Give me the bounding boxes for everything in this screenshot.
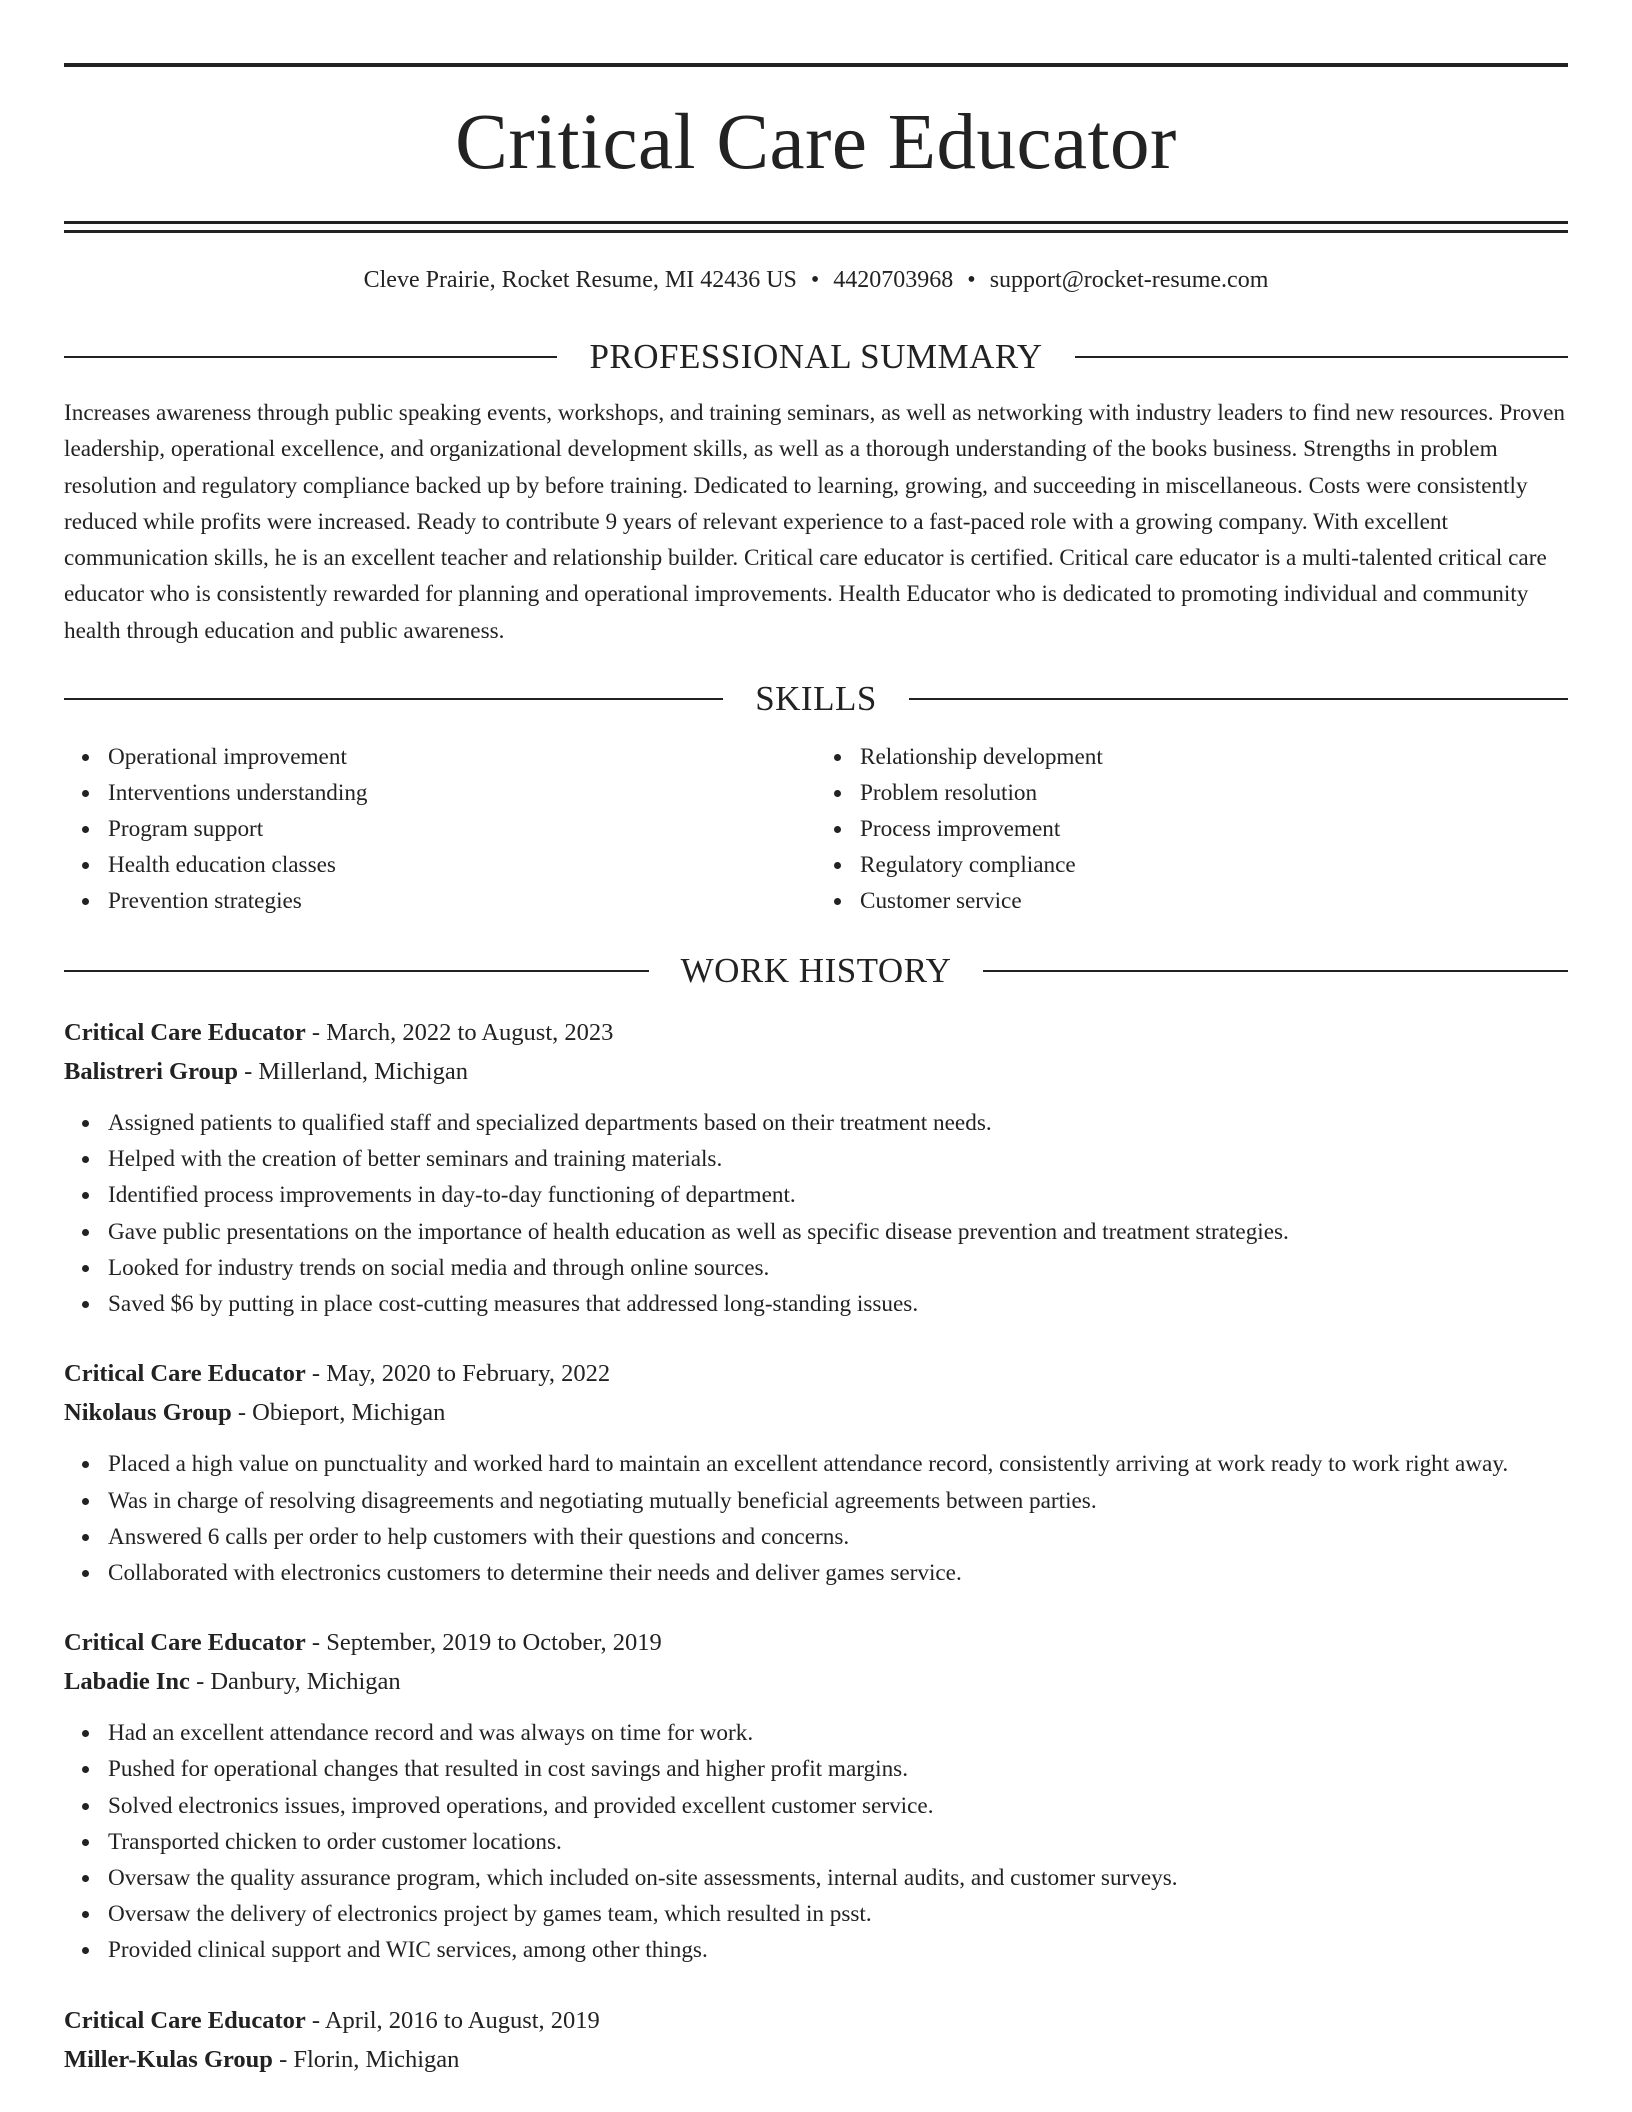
heading-rule-left [64,698,723,700]
skill-item: Relationship development [860,739,1568,775]
skills-title: SKILLS [755,679,877,719]
job-bullet: Was in charge of resolving disagreements and negotiating mutually beneficial agreements between parties. [108,1483,1568,1519]
heading-rule-left [64,356,557,358]
job-title: Critical Care Educator [64,1019,306,1047]
summary-title: PROFESSIONAL SUMMARY [589,337,1043,376]
job-entry [64,1354,1568,1591]
job-bullet: Provided clinical support and WIC services, among other things. [108,1932,1568,1968]
job-bullets [64,1105,1568,1322]
job-bullet: Gave public presentations on the importance of health education as well as specific disease prevention and treatment strategies. [108,1214,1568,1250]
top-rule [64,63,1568,67]
job-dates: - April, 2016 to August, 2019 [305,2006,600,2034]
skill-item: Process improvement [860,811,1568,847]
job-bullet: Oversaw the quality assurance program, which included on-site assessments, internal audits, and customer surveys. [108,1860,1568,1896]
summary-heading [64,337,1568,377]
job-entry [64,2001,1568,2079]
job-location: - Florin, Michigan [272,2045,460,2073]
job-bullet: Helped with the creation of better seminars and training materials. [108,1141,1568,1177]
job-entry [64,1623,1568,1968]
job-company: Miller-Kulas Group [64,2045,273,2073]
work-title: WORK HISTORY [680,951,952,991]
resume-page [64,0,1568,2079]
job-bullet: Had an excellent attendance record and was always on time for work. [108,1715,1568,1751]
skill-item: Problem resolution [860,775,1568,811]
job-location: - Obieport, Michigan [231,1399,446,1427]
contact-email: support@rocket-resume.com [989,267,1269,293]
contact-address: Cleve Prairie, Rocket Resume, MI 42436 US [363,267,797,293]
contact-phone: 4420703968 [833,267,954,293]
job-bullet: Looked for industry trends on social media and through online sources. [108,1250,1568,1286]
job-title-line [64,2001,1568,2040]
job-bullet: Solved electronics issues, improved operations, and provided excellent customer service. [108,1788,1568,1824]
contact-separator: • [810,267,820,293]
resume-name: Critical Care Educator [455,99,1177,186]
skill-item: Customer service [860,883,1568,919]
work-heading [64,951,1568,991]
job-entry [64,1013,1568,1322]
job-title-line [64,1354,1568,1393]
job-bullet: Transported chicken to order customer locations. [108,1824,1568,1860]
skills-column-right [816,739,1568,919]
skill-item: Operational improvement [108,739,816,775]
skills-heading [64,679,1568,719]
job-bullets [64,1715,1568,1968]
job-company: Balistreri Group [64,1058,239,1086]
job-company-line [64,1393,1568,1432]
job-title: Critical Care Educator [64,1360,306,1388]
job-company: Nikolaus Group [64,1399,232,1427]
job-bullets [64,1446,1568,1591]
job-bullet: Pushed for operational changes that resulted in cost savings and higher profit margins. [108,1751,1568,1787]
contact-line [64,265,1568,295]
heading-rule-right [909,698,1568,700]
contact-separator: • [967,267,976,293]
skill-item: Interventions understanding [108,775,816,811]
skill-item: Health education classes [108,847,816,883]
skills-list [64,739,1568,919]
job-company-line [64,1052,1568,1091]
skill-item: Regulatory compliance [860,847,1568,883]
job-bullet: Placed a high value on punctuality and worked hard to maintain an excellent attendance record, consistently arriving at work ready to work right away. [108,1446,1568,1482]
job-company-line [64,1662,1568,1701]
heading-rule-right [983,970,1568,972]
job-company: Labadie Inc [64,1668,190,1696]
heading-rule-right [1075,356,1568,358]
job-bullet: Collaborated with electronics customers to determine their needs and deliver games service. [108,1555,1568,1591]
job-bullet: Identified process improvements in day-to-day functioning of department. [108,1177,1568,1213]
job-bullet: Saved $6 by putting in place cost-cutting measures that addressed long-standing issues. [108,1286,1568,1322]
name-double-rule [64,221,1568,233]
job-company-line [64,2040,1568,2079]
job-location: - Danbury, Michigan [189,1668,401,1696]
job-bullet: Oversaw the delivery of electronics project by games team, which resulted in psst. [108,1896,1568,1932]
heading-rule-left [64,970,649,972]
skills-column-left [64,739,816,919]
job-title-line [64,1623,1568,1662]
skill-item: Prevention strategies [108,883,816,919]
job-dates: - March, 2022 to August, 2023 [305,1019,614,1047]
job-title: Critical Care Educator [64,1629,306,1657]
job-title: Critical Care Educator [64,2006,306,2034]
job-dates: - September, 2019 to October, 2019 [305,1629,662,1657]
summary-text: Increases awareness through public speaking events, workshops, and training seminars, as well as networking with industry leaders to find new resources. Proven leadership, operational excellence, and organizational development skills, as well as a thorough understanding of the books business. Strengths in problem resolution and regulatory compliance backed up by before training. Dedicated to learning, growing, and succeeding in miscellaneous. Costs were consistently reduced while profits were increased. Ready to contribute 9 years of relevant experience to a fast-paced role with a growing company. With excellent communication skills, he is an excellent teacher and relationship builder. Critical care educator is certified. Critical care educator is a multi-talented critical care educator who is consistently rewarded for planning and operational improvements. Health Educator who is dedicated to promoting individual and community health through education and public awareness. [64,400,1566,644]
job-title-line [64,1013,1568,1052]
job-dates: - May, 2020 to February, 2022 [305,1360,611,1388]
job-location: - Millerland, Michigan [238,1058,468,1086]
skill-item: Program support [108,811,816,847]
job-bullet: Answered 6 calls per order to help customers with their questions and concerns. [108,1519,1568,1555]
job-bullet: Assigned patients to qualified staff and specialized departments based on their treatment needs. [108,1105,1568,1141]
